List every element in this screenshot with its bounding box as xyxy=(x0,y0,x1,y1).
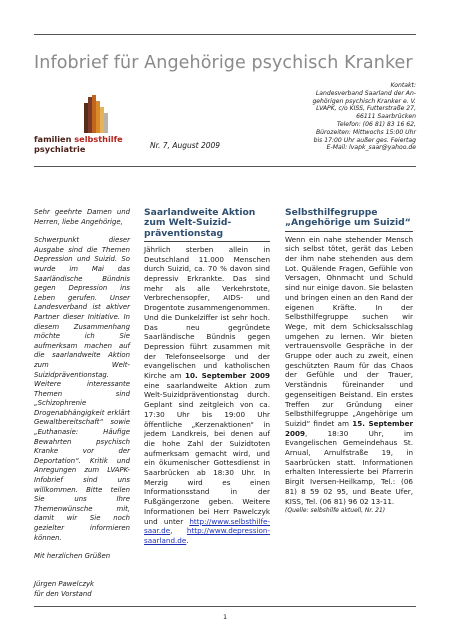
organization-logo xyxy=(34,95,136,155)
signature-role: für den Vorstand xyxy=(34,590,92,598)
contact-line: Landesverband Saarland der An- xyxy=(315,89,416,97)
footer-rule xyxy=(34,606,416,607)
greeting: Sehr geehrte Damen und Herren, liebe Angehörige, xyxy=(34,208,130,226)
issue-number: Nr. 7, August 2009 xyxy=(150,141,221,150)
page-number: 1 xyxy=(223,613,228,621)
top-rule xyxy=(34,34,416,35)
editorial-column xyxy=(34,208,130,562)
contact-line: 66111 Saarbrücken xyxy=(356,113,416,121)
article-suicide-prevention-day xyxy=(144,208,270,546)
logo-word-psychiatrie: psychiatrie xyxy=(34,144,86,154)
contact-line: bis 17:00 Uhr außer ges. Feiertag xyxy=(313,136,416,144)
article-support-group xyxy=(285,208,413,516)
event-date: 15. September 2009 xyxy=(285,418,413,438)
header-bottom-rule xyxy=(34,166,416,167)
event-date: 10. September 2009 xyxy=(185,371,270,381)
article-text: , 18:30 Uhr, im Evangelischen Gemeindehaus St. Arnual, Arnulfstraße 19, in Saarbrücken statt. Informationen erhalten Interessierte bei Pfarrerin Birgit Iversen-Heilkamp, Tel.: (06 81) 8 59 02 95, und Beate Ufer, KISS, Tel. (06 81) 96 02 13-11. xyxy=(285,428,413,506)
link-selbsthilfe-saar[interactable]: http://www.selbsthilfe-saar.de xyxy=(144,516,270,536)
logo-bar xyxy=(104,113,108,133)
logo-wordmark xyxy=(34,134,144,154)
signature-name: Jürgen Pawelczyk xyxy=(34,580,95,588)
logo-word-selbsthilfe: selbsthilfe xyxy=(74,134,123,144)
article-body xyxy=(285,235,413,507)
closing: Mit herzlichen Grüßen xyxy=(34,552,111,561)
contact-line: Telefon: (06 81) 83 16 62, xyxy=(336,120,416,128)
heading-rule xyxy=(285,231,413,232)
contact-line: gehörigen psychisch Kranker e. V. xyxy=(312,97,416,105)
source-note: (Quelle: selbshilfe aktuell, Nr. 21) xyxy=(285,507,386,515)
article-text: Wenn ein nahe stehender Mensch sich selbst tötet, gerät das Leben der ihm nahe stehenden aus dem Lot. Quälende Fragen, Gefühle von Versagen, Ohnmacht und Schuld sind nur einige davon. Sie belasten und bringen einen an den Rand der eigenen Kräfte. In der Selbsthilfegruppe suchen wir Wege, mit dem Schicksalsschlag umgehen zu lernen. Wir bieten vertrauensvolle Gespräche in der Gruppe oder auch zu zweit, einen geschützten Raum für das Chaos der Gefühle und der Trauer, Verständnis füreinander und gegenseitigen Beistand. Ein erstes Treffen zur Gründung einer Selbsthilfegruppe „Angehörige um Suizid“ findet am xyxy=(285,234,413,428)
link-separator: , xyxy=(170,526,187,536)
contact-line: Kontakt: xyxy=(390,82,416,89)
editorial-body: Schwerpunkt dieser Ausgabe sind die Themen Depression und Suizid. So wurde im Mai das Saarländische Bündnis gegen Depression ins Leben gerufen. Unser Landesverband ist aktiver Partner dieser Initiative. In diesem Zusammenhang möchte ich Sie aufmerksam machen auf die saarlandweite Aktion zum Welt-Suizidpräventionstag. Weitere interessante Themen sind „Schizophrenie Drogenabhängigkeit erklärt Gewaltbereitschaft“ sowie „Euthanasie: Häufige Bewahrten psychisch Kranke vor der Deportation“. Kritik und Anregungen zum LVAPK-Infobrief sind uns willkommen. Bitte teilen Sie uns Ihre Themenwünsche mit, damit wir Sie noch gezielter informieren können. xyxy=(34,236,130,542)
logo-word-familien: familien xyxy=(34,134,72,144)
article-heading: Selbsthilfegruppe „Angehörige um Suizid“ xyxy=(285,207,411,229)
article-end: . xyxy=(186,535,189,545)
contact-line: Bürozeiten: Mittwochs 15:00 Uhr xyxy=(316,128,416,136)
link-depression-saarland[interactable]: http://www.depression-saarland.de xyxy=(144,526,270,545)
article-heading: Saarlandweite Aktion zum Welt-Suizid-präventionstag xyxy=(144,207,256,239)
page-title: Infobrief für Angehörige psychisch Kranker xyxy=(34,53,413,73)
contact-line: LVAPK, c/o KISS, Futterstraße 27, xyxy=(316,105,416,113)
signature-block xyxy=(34,579,130,599)
contact-email[interactable]: E-Mail: lvapk_saar@yahoo.de xyxy=(326,144,416,152)
article-body xyxy=(144,245,270,546)
contact-block xyxy=(246,82,416,152)
heading-rule xyxy=(144,241,270,242)
article-text: eine saarlandweite Aktion zum Welt-Suizidpräventionstag durch. Geplant sind zeitgleich von ca. 17:30 Uhr bis 19:00 Uhr öffentliche „Kerzenaktionen“ in jedem Landkreis, bei denen auf die hohe Zahl der Suizidtoten aufmerksam gemacht wird, und ein ökumenischer Gottesdienst in Saarbrücken ab 18:30 Uhr. In Merzig wird es einen Informationsstand in der Fußgängerzone geben. Weitere Informationen bei Herr Pawelczyk und unter xyxy=(144,380,270,526)
article-text: Jährlich sterben allein in Deutschland 11.000 Menschen durch Suizid, ca. 70 % davon sind depressiv Erkrankte. Das sind mehr als alle Verkehrstote, Verbrechensopfer, AIDS- und Drogentote zusammengenommen. Und die Dunkelziffer ist sehr hoch. Das neu gegründete Saarländische Bündnis gegen Depression führt zusammen mit der Telefonseelsorge und der evangelischen und katholischen Kirche am xyxy=(144,244,270,381)
logo-bars-graphic xyxy=(84,95,110,133)
